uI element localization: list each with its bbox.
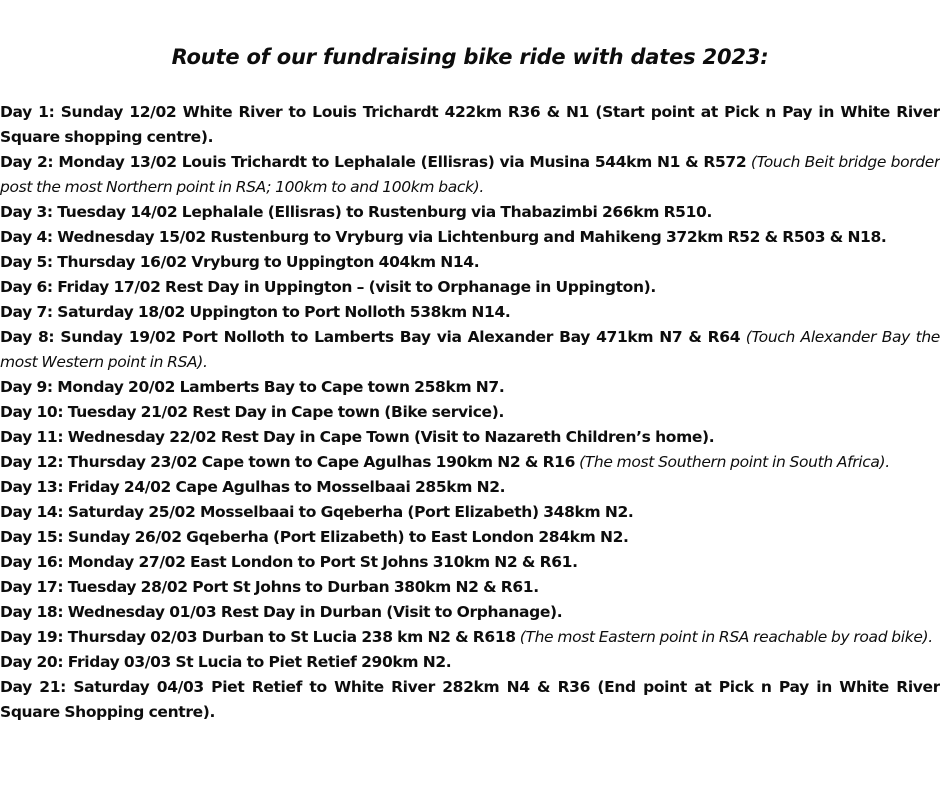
- route-day-text: Day 12: Thursday 23/02 Cape town to Cape Agulhas 190km N2 & R16: [0, 453, 576, 471]
- route-day-list: [0, 100, 940, 725]
- route-day-item: [0, 100, 940, 150]
- route-day-item: [0, 600, 940, 625]
- route-day-text: Day 2: Monday 13/02 Louis Trichardt to Lephalale (Ellisras) via Musina 544km N1 & R572: [0, 153, 747, 171]
- route-day-text: Day 18: Wednesday 01/03 Rest Day in Durban (Visit to Orphanage).: [0, 603, 563, 621]
- route-day-text: Day 9: Monday 20/02 Lamberts Bay to Cape town 258km N7.: [0, 378, 505, 396]
- route-day-note: (Touch Beit bridge border post the most Northern point in RSA; 100km to and 100km back).: [0, 153, 940, 196]
- route-day-item: [0, 500, 940, 525]
- route-day-text: Day 8: Sunday 19/02 Port Nolloth to Lamberts Bay via Alexander Bay 471km N7 & R64: [0, 328, 741, 346]
- route-day-item: [0, 625, 940, 650]
- route-day-text: Day 20: Friday 03/03 St Lucia to Piet Retief 290km N2.: [0, 653, 452, 671]
- route-day-text: Day 6: Friday 17/02 Rest Day in Uppington – (visit to Orphanage in Uppington).: [0, 278, 656, 296]
- route-day-text: Day 17: Tuesday 28/02 Port St Johns to Durban 380km N2 & R61.: [0, 578, 539, 596]
- route-day-item: [0, 425, 940, 450]
- route-day-text: Day 15: Sunday 26/02 Gqeberha (Port Elizabeth) to East London 284km N2.: [0, 528, 629, 546]
- route-day-item: [0, 650, 940, 675]
- route-day-item: [0, 250, 940, 275]
- route-day-text: Day 3: Tuesday 14/02 Lephalale (Ellisras) to Rustenburg via Thabazimbi 266km R510.: [0, 203, 713, 221]
- route-day-item: [0, 225, 940, 250]
- route-day-item: [0, 275, 940, 300]
- route-day-text: Day 16: Monday 27/02 East London to Port St Johns 310km N2 & R61.: [0, 553, 578, 571]
- route-day-note: (The most Eastern point in RSA reachable by road bike).: [515, 628, 933, 646]
- route-day-item: [0, 575, 940, 600]
- route-day-item: [0, 375, 940, 400]
- route-day-note: (The most Southern point in South Africa).: [575, 453, 890, 471]
- route-day-text: Day 1: Sunday 12/02 White River to Louis Trichardt 422km R36 & N1 (Start point at Pick n Pay in White River Square shopping centre).: [0, 103, 940, 146]
- route-day-text: Day 4: Wednesday 15/02 Rustenburg to Vryburg via Lichtenburg and Mahikeng 372km R52 & R503 & N18.: [0, 228, 887, 246]
- route-day-text: Day 7: Saturday 18/02 Uppington to Port Nolloth 538km N14.: [0, 303, 511, 321]
- route-day-item: [0, 450, 940, 475]
- route-day-item: [0, 675, 940, 725]
- route-day-item: [0, 525, 940, 550]
- route-day-item: [0, 200, 940, 225]
- route-day-note: (Touch Alexander Bay the most Western point in RSA).: [0, 328, 940, 371]
- route-day-item: [0, 150, 940, 200]
- route-day-text: Day 11: Wednesday 22/02 Rest Day in Cape Town (Visit to Nazareth Children’s home).: [0, 428, 715, 446]
- page-title: Route of our fundraising bike ride with dates 2023:: [171, 45, 769, 69]
- route-day-text: Day 14: Saturday 25/02 Mosselbaai to Gqeberha (Port Elizabeth) 348km N2.: [0, 503, 634, 521]
- route-day-text: Day 13: Friday 24/02 Cape Agulhas to Mosselbaai 285km N2.: [0, 478, 506, 496]
- route-day-text: Day 10: Tuesday 21/02 Rest Day in Cape town (Bike service).: [0, 403, 504, 421]
- route-day-text: Day 21: Saturday 04/03 Piet Retief to White River 282km N4 & R36 (End point at Pick n Pay in White River Square Shopping centre).: [0, 678, 940, 721]
- route-day-text: Day 5: Thursday 16/02 Vryburg to Uppington 404km N14.: [0, 253, 480, 271]
- route-day-item: [0, 550, 940, 575]
- route-day-item: [0, 475, 940, 500]
- route-day-text: Day 19: Thursday 02/03 Durban to St Lucia 238 km N2 & R618: [0, 628, 516, 646]
- route-day-item: [0, 400, 940, 425]
- route-day-item: [0, 300, 940, 325]
- route-day-item: [0, 325, 940, 375]
